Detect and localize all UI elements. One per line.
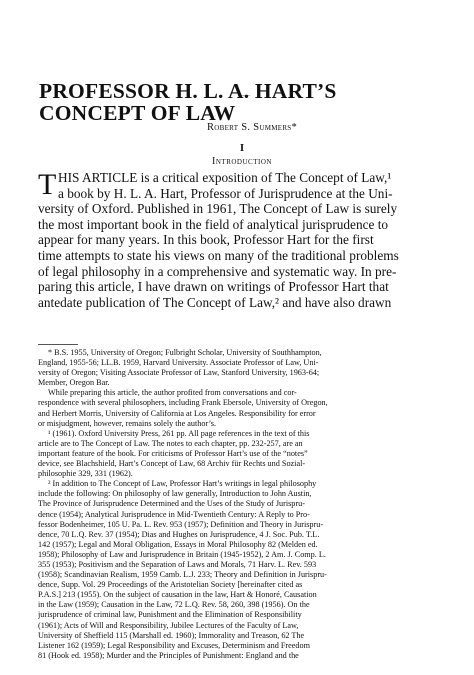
body-line: appear for many years. In this book, Professor Hart for the first xyxy=(38,232,374,248)
footnote-line: 355 (1953); Positivism and the Separation of Laws and Morals, 71 Harv. L. Rev. 593 xyxy=(38,559,317,569)
footnote-line: 1958); Philosophy of Law and Jurisprudence in Britain (1945-1952), 2 Am. J. Comp. L. xyxy=(38,549,326,559)
footnote-line: 142 (1957); Legal and Moral Obligation, Essays in Moral Philosophy 82 (Melden ed. xyxy=(38,539,318,549)
body-line: the most important book in the field of analytical jurisprudence to xyxy=(38,216,389,232)
body-line: time attempts to state his views on many of the traditional problems xyxy=(38,247,399,263)
footnote-line: (1958); Scandinavian Realism, 1959 Camb. L.J. 233; Theory and Definition in Jurispru- xyxy=(38,570,327,580)
footnote-line: article are to The Concept of Law. The notes to each chapter, pp. 232-257, are an xyxy=(38,438,303,448)
footnote-line: philosophie 329, 331 (1962). xyxy=(38,469,133,479)
title-line-1: PROFESSOR H. L. A. HART’S xyxy=(39,79,337,103)
footnote-line: or misjudgment, however, remains solely the author’s. xyxy=(38,418,217,428)
article-title xyxy=(39,80,439,124)
footnote-line: The Province of Jurisprudence Determined and the Uses of the Study of Jurispru- xyxy=(38,499,305,509)
footnote-line: While preparing this article, the author profited from conversations and cor- xyxy=(48,388,297,398)
footnote-rule xyxy=(38,344,78,345)
footnote-line: include the following: On philosophy of law generally, Introduction to John Austin, xyxy=(38,489,312,499)
footnote-line: respondence with several philosophers, including Frank Ebersole, University of Oregon, xyxy=(38,398,328,408)
body-line: a book by H. L. A. Hart, Professor of Jurisprudence at the Uni- xyxy=(58,185,393,201)
section-heading: Introduction xyxy=(212,156,272,167)
body-line: HIS ARTICLE is a critical exposition of The Concept of Law,¹ xyxy=(58,170,392,185)
footnote-line: * B.S. 1955, University of Oregon; Fulbright Scholar, University of Southhampton, xyxy=(48,348,322,357)
body-line: versity of Oxford. Published in 1961, The Concept of Law is surely xyxy=(38,201,398,217)
footnote-line: dence, 70 L.Q. Rev. 37 (1954); Dias and Hughes on Jurisprudence, 4 J. Soc. Pub. T.L. xyxy=(38,529,320,539)
footnotes xyxy=(38,348,442,661)
title-line-2: CONCEPT OF LAW xyxy=(39,101,236,125)
body-line: paring this article, I have drawn on writings of Professor Hart that xyxy=(38,279,389,295)
footnote-line: important feature of the book. For criticisms of Professor Hart’s use of the “notes” xyxy=(38,448,308,458)
footnote-line: University of Sheffield 115 (Marshall ed. 1960); Immorality and Treason, 62 The xyxy=(38,630,305,640)
footnote-line: jurisprudence of criminal law, Punishment and the Elimination of Responsibility xyxy=(38,610,302,620)
body-line: antedate publication of The Concept of Law,² and have also drawn xyxy=(38,294,392,310)
drop-cap: T xyxy=(38,168,57,201)
footnote-line: ² In addition to The Concept of Law, Professor Hart’s writings in legal philosophy xyxy=(48,479,317,489)
footnote-line: versity of Oregon; Visiting Associate Professor of Law, Stanford University, 1963-64; xyxy=(38,368,320,378)
footnote-line: (1961); Acts of Will and Responsibility, Jubilee Lectures of the Faculty of Law, xyxy=(38,620,299,630)
footnote-line: England, 1955-56; LL.B. 1959, Harvard University. Associate Professor of Law, Uni- xyxy=(38,358,319,368)
footnote-line: P.A.S.] 213 (1955). On the subject of causation in the law, Hart & Honoré, Causation xyxy=(38,590,317,600)
footnote-line: dence, Supp. Vol. 29 Proceedings of the Aristotelian Society [hereinafter cited as xyxy=(38,580,303,590)
footnote-line: ¹ (1961). Oxford University Press, 261 pp. All page references in the text of this xyxy=(48,428,310,438)
footnote-line: fessor Bodenheimer, 105 U. Pa. L. Rev. 953 (1957); Definition and Theory in Jurispru- xyxy=(38,519,324,529)
footnote-line: 81 (Hook ed. 1958); Murder and the Principles of Punishment: England and the xyxy=(38,650,299,660)
body-line: of legal philosophy in a comprehensive and systematic way. In pre- xyxy=(38,263,397,279)
footnote-line: in the Law (1959); Causation in the Law, 72 L.Q. Rev. 58, 260, 398 (1956). On the xyxy=(38,600,310,610)
footnote-line: dence (1954); Analytical Jurisprudence in Mid-Twentieth Century: A Reply to Pro- xyxy=(38,509,310,519)
section-numeral: I xyxy=(239,142,245,154)
footnote-line: Member, Oregon Bar. xyxy=(38,378,110,388)
footnote-line: and Herbert Morris, University of California at Los Angeles. Responsibility for error xyxy=(38,408,316,418)
body-text xyxy=(38,170,442,310)
footnote-line: device, see Blachshield, Hart’s Concept of Law, 68 Archiv für Rechts und Sozial- xyxy=(38,459,306,469)
footnote-line: Listener 162 (1959); Legal Responsibility and Excuses, Determinism and Freedom xyxy=(38,640,310,650)
author-byline: Robert S. Summers* xyxy=(206,122,298,133)
